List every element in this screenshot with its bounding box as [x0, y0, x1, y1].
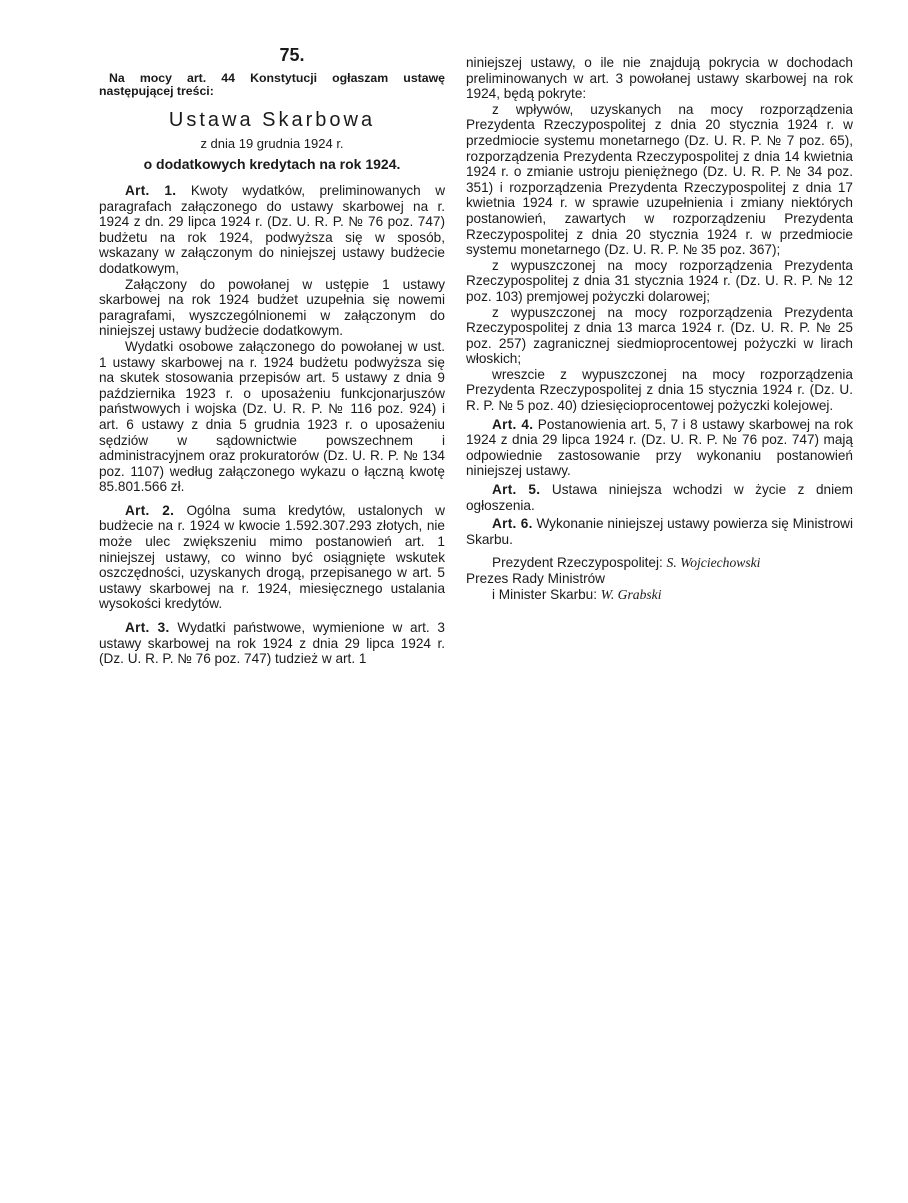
left-column — [99, 44, 445, 667]
prime-minister-label: Prezes Rady Ministrów — [466, 571, 605, 586]
treasury-minister-name: W. Grabski — [600, 586, 662, 602]
article-2-text: Ogólna suma kredytów, ustalonych w budżecie na r. 1924 w kwocie 1.592.307.293 złotych, nie może ulec zwiększeniu mimo postanowień art. 1 niniejszej ustawy, co winno być osiągnięte wskutek oszczędności, uzyskanych drogą, przepisanego w art. 5 ustawy skarbowej na r. 1924, miesięcznego ustalania wysokości kredytów. — [99, 502, 445, 612]
article-4-text: Postanowienia art. 5, 7 i 8 ustawy skarbowej na rok 1924 z dnia 29 lipca 1924 r. (Dz. U. R. P. № 76 poz. 747) mają odpowiednie zastosowanie przy wykonaniu postanowień niniejszej ustawy. — [466, 416, 853, 479]
right-column — [466, 55, 853, 602]
article-1-text: Kwoty wydatków, preliminowanych w paragrafach załączonego do ustawy skarbowej na r. 1924 z dn. 29 lipca 1924 r. (Dz. U. R. P. № 76 poz. 747) budżetu na rok 1924, podwyższa się w sposób, wskazany w załączonym do niniejszej ustawy budżecie dodatkowym, — [99, 183, 446, 276]
article-4 — [466, 417, 853, 479]
article-6-text: Wykonanie niniejszej ustawy powierza się Ministrowi Skarbu. — [466, 516, 854, 547]
document-date: z dnia 19 grudnia 1924 r. — [200, 136, 344, 151]
treasury-minister-label: i Minister Skarbu: — [492, 586, 598, 602]
article-1-paragraph-3: Wydatki osobowe załączonego do powołanej w ust. 1 ustawy skarbowej na r. 1924 budżetu podwyższa się na skutek stosowania przepisów art. 5 ustawy z dnia 9 października 1923 r. o uposażeniu funkcjonarjuszów państwowych i wojska (Dz. U. R. P. № 116 poz. 924) i art. 6 ustawy z dnia 5 grudnia 1923 r. o uposażeniu sędziów w sądownictwie powszechnem i administracyjnem oraz prokuratorów (Dz. U. R. P. № 134 poz. 1107) według załączonego wykazu o łączną kwotę 85.801.566 zł. — [99, 338, 445, 495]
article-2-label: Art. 2. — [125, 502, 175, 518]
document-number: 75. — [279, 45, 305, 65]
article-5 — [466, 482, 853, 513]
funding-item-1: z wpływów, uzyskanych na mocy rozporządzenia Prezydenta Rzeczypospolitej z dnia 20 stycznia 1924 r. w przedmiocie systemu monetarnego (Dz. U. R. P. № 7 poz. 65), rozporządzenia Prezydenta Rzeczypospolitej z dnia 14 kwietnia 1924 r. o zmianie ustroju pieniężnego (Dz. U. R. P. № 34 poz. 351) i rozporządzenia Prezydenta Rzeczypospolitej z dnia 17 kwietnia 1924 r. w sprawie uzupełnienia i zmiany niektórych postanowień, zawartych w rozporządzeniu Prezydenta Rzeczypospolitej z dnia 20 stycznia 1924 r. w przedmiocie systemu monetarnego (Dz. U. R. P. № 35 poz. 367); — [466, 101, 853, 258]
article-5-text: Ustawa niniejsza wchodzi w życie z dniem ogłoszenia. — [466, 482, 853, 513]
article-2 — [99, 503, 445, 612]
president-label: Prezydent Rzeczypospolitej: — [492, 555, 663, 571]
article-6-label: Art. 6. — [492, 516, 533, 532]
article-1 — [99, 183, 445, 277]
document-subtitle: o dodatkowych kredytach na rok 1924. — [143, 156, 401, 172]
article-3-text: Wydatki państwowe, wymienione w art. 3 ustawy skarbowej na rok 1924 z dnia 29 lipca 1924 r. (Dz. U. R. P. № 76 poz. 747) tudzież w art. 1 — [99, 620, 445, 667]
intro-text: Na mocy art. 44 Konstytucji ogłaszam ustawę następującej treści: — [99, 71, 445, 98]
article-1-label: Art. 1. — [125, 183, 177, 198]
article-6 — [466, 516, 853, 547]
signatures — [466, 555, 853, 602]
funding-item-4: wreszcie z wypuszczonej na mocy rozporządzenia Prezydenta Rzeczypospolitej z dnia 15 stycznia 1924 r. (Dz. U. R. P. № 5 poz. 40) dziesięcioprocentowej pożyczki kolejowej. — [466, 366, 853, 414]
article-5-label: Art. 5. — [492, 482, 541, 498]
signature-president — [466, 555, 853, 571]
funding-item-3: z wypuszczonej na mocy rozporządzenia Prezydenta Rzeczypospolitej z dnia 13 marca 1924 r. (Dz. U. R. P. № 25 poz. 257) zagranicznej siedmioprocentowej pożyczki w lirach włoskich; — [466, 304, 853, 367]
president-name: S. Wojciechowski — [666, 555, 761, 571]
article-3 — [99, 620, 445, 667]
article-1-paragraph-2: Załączony do powołanej w ustępie 1 ustawy skarbowej na rok 1924 budżet uzupełnia się nowemi paragrafami, wyszczególnionemi w załączonym do niniejszej ustawy budżecie dodatkowym. — [99, 276, 445, 339]
article-4-label: Art. 4. — [492, 416, 534, 432]
article-3-label: Art. 3. — [125, 620, 170, 636]
funding-item-2: z wypuszczonej na mocy rozporządzenia Prezydenta Rzeczypospolitej z dnia 31 stycznia 1924 r. (Dz. U. R. P. № 12 poz. 103) premjowej pożyczki dolarowej; — [466, 257, 853, 304]
article-3-continuation: niniejszej ustawy, o ile nie znajdują pokrycia w dochodach preliminowanych w art. 3 powołanej ustawy skarbowej na rok 1924, będą pokryte: — [466, 55, 853, 102]
signature-treasury-minister — [466, 587, 853, 603]
document-title: Ustawa Skarbowa — [168, 109, 376, 131]
